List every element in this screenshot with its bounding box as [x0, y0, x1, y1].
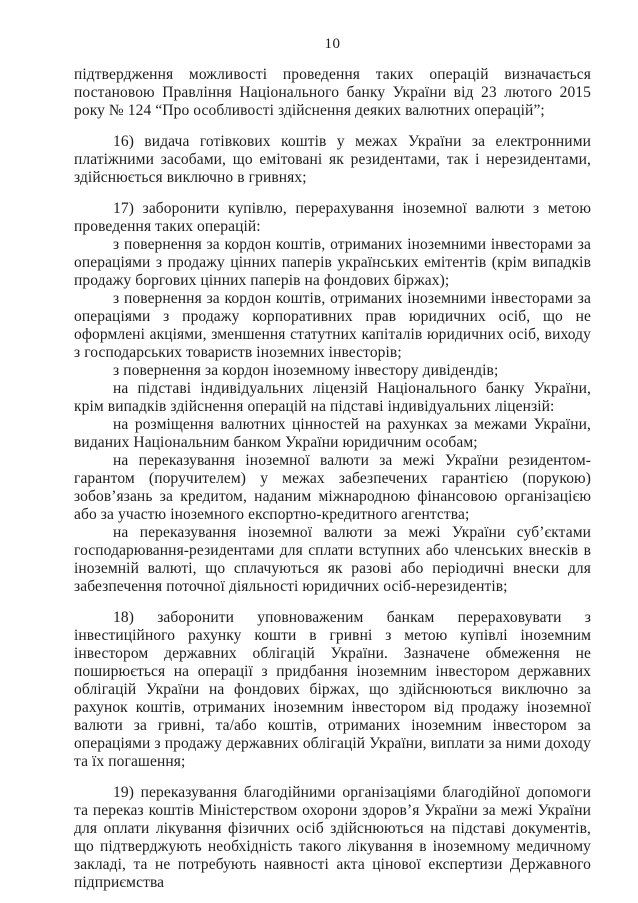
paragraph-item-16: 16) видача готівкових коштів у межах України за електронними платіжними засобами, що емітовані як резидентами, так і нерезидентами, здійснюється виключно в гривнях; — [74, 133, 591, 186]
paragraph-item-17-sub-1: з повернення за кордон коштів, отриманих іноземними інвесторами за операціями з продажу цінних паперів українських емітентів (крім випадків продажу боргових цінних паперів на фондових біржах); — [74, 236, 591, 289]
paragraph-item-18: 18) заборонити уповноваженим банкам перераховувати з інвестиційного рахунку кошти в гривні з метою купівлі іноземним інвестором державних облігацій України. Зазначене обмеження не поширюється на операції з придбання іноземним інвестором державних облігацій України на фондових біржах, що здійснюються виключно за рахунок коштів, отриманих іноземним інвестором від продажу іноземної валюти за гривні, та/або коштів, отриманих іноземним інвестором за операціями з продажу державних облігацій України, виплати за ними доходу та їх погашення; — [74, 609, 591, 770]
document-body — [74, 66, 591, 892]
paragraph-continuation: підтвердження можливості проведення таких операцій визначається постановою Правління Національного банку України від 23 лютого 2015 року № 124 “Про особливості здійснення деяких валютних операцій”; — [74, 66, 591, 119]
paragraph-item-17-sub-3: з повернення за кордон іноземному інвестору дивідендів; — [113, 362, 499, 379]
paragraph-item-17-sub-7: на переказування іноземної валюти за межі України суб’єктами господарювання-резидентами для сплати вступних або членських внесків в іноземній валюті, що сплачуються як разові або періодичні внески для забезпечення поточної діяльності юридичних осіб-нерезидентів; — [74, 524, 591, 595]
paragraph-item-17-sub-2: з повернення за кордон коштів, отриманих іноземними інвесторами за операціями з продажу корпоративних прав юридичних осіб, що не оформлені акціями, зменшення статутних капіталів юридичних осіб, виходу з господарських товариств іноземних інвесторів; — [74, 290, 591, 361]
paragraph-item-17-sub-5: на розміщення валютних цінностей на рахунках за межами України, виданих Національним банком України юридичним особам; — [74, 416, 591, 451]
paragraph-item-17-sub-6: на переказування іноземної валюти за межі України резидентом-гарантом (поручителем) у межах забезпечених гарантією (порукою) зобов’язань за кредитом, наданим міжнародною фінансовою організацією або за участю іноземного експортно-кредитного агентства; — [74, 452, 591, 523]
page-number: 10 — [324, 36, 341, 52]
paragraph-item-17-sub-4: на підставі індивідуальних ліцензій Національного банку України, крім випадків здійснення операцій на підставі індивідуальних ліцензій: — [74, 380, 591, 415]
paragraph-item-17: 17) заборонити купівлю, перерахування іноземної валюти з метою проведення таких операцій: — [74, 200, 591, 235]
paragraph-item-19: 19) переказування благодійними організаціями благодійної допомоги та переказ коштів Міністерством охорони здоров’я України за межі України для оплати лікування фізичних осіб здійснюються на підставі документів, що підтверджують необхідність такого лікування в іноземному медичному закладі, та не потребують наявності акта цінової експертизи Державного підприємства — [74, 784, 591, 891]
